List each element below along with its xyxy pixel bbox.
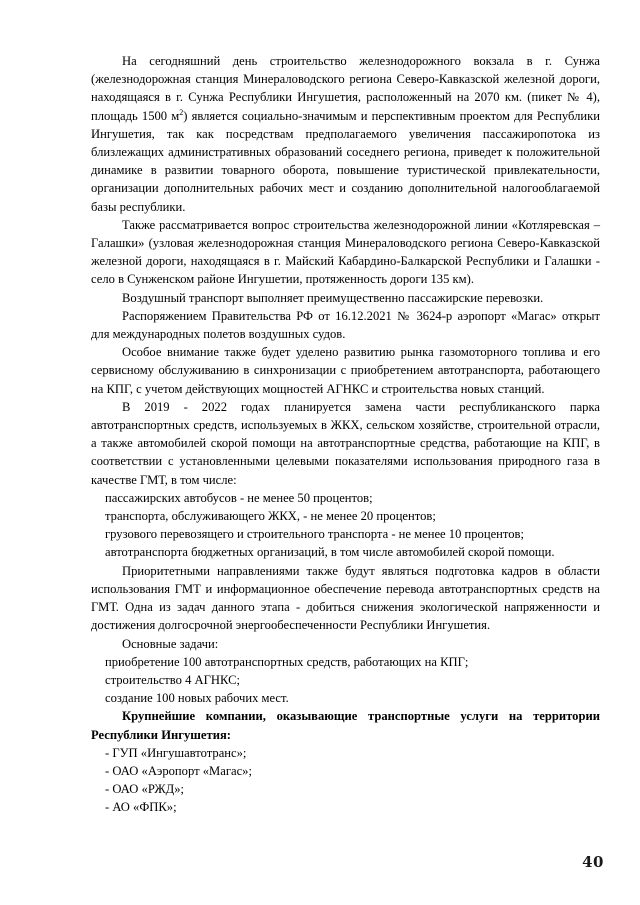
- list-item-gmt: транспорта, обслуживающего ЖКХ, - не менее 20 процентов;: [105, 509, 436, 524]
- list-item-task: приобретение 100 автотранспортных средств, работающих на КПГ;: [105, 654, 469, 669]
- heading-largest-companies: Крупнейшие компании, оказывающие транспортные услуги на территории Республики Ингушетия:: [91, 709, 600, 742]
- paragraph-railway-line: Также рассматривается вопрос строительства железнодорожной линии «Котляревская – Галашки» (узловая железнодорожная станция Минераловодского региона Северо-Кавказской железной дороги, находящаяся в г. Майский Кабардино-Балкарской Республики и Галашки - село в Сунженском районе Ингушетии, протяженность дороги 135 км).: [91, 217, 600, 287]
- paragraph-railway-station-part1: На сегодняшний день строительство железнодорожного вокзала в г. Сунжа (железнодорожная станция Минераловодского региона Северо-Кавказской железной дороги, находящаяся в г. Сунжа Республики Ингушетия, расположенный на 2070 км. (пикет № 4), площадь 1500 м: [91, 54, 600, 123]
- paragraph-air-transport: Воздушный транспорт выполняет преимущественно пассажирские перевозки.: [122, 290, 544, 305]
- list-item-gmt: грузового перевозящего и строительного транспорта - не менее 10 процентов;: [105, 527, 524, 542]
- list-item-company: - АО «ФПК»;: [105, 800, 177, 815]
- paragraph-railway-station: [91, 52, 600, 216]
- paragraph-gas-fuel: Особое внимание также будет уделено развитию рынка газомоторного топлива и его сервисному обслуживанию в синхронизации с приобретением автотранспорта, работающего на КПГ, с учетом действующих мощностей АГНКС и строительства новых станций.: [91, 345, 600, 396]
- list-item-task: строительство 4 АГНКС;: [105, 672, 241, 687]
- paragraph-main-tasks: Основные задачи:: [122, 636, 219, 651]
- list-item-task: создание 100 новых рабочих мест.: [105, 691, 289, 706]
- page-number: 40: [582, 853, 604, 871]
- paragraph-priorities: Приоритетными направлениями также будут являться подготовка кадров в области использования ГМТ и информационное обеспечение перевода автотранспортных средств на ГМТ. Одна из задач данного этапа - добиться снижения экологической напряженности и достижения долгосрочной энергообеспеченности Республики Ингушетия.: [91, 563, 600, 633]
- list-item-gmt: автотранспорта бюджетных организаций, в том числе автомобилей скорой помощи.: [105, 545, 555, 560]
- paragraph-fleet-replacement: В 2019 - 2022 годах планируется замена части республиканского парка автотранспортных средств, используемых в ЖКХ, сельском хозяйстве, строительной отрасли, а также автомобилей скорой помощи на автотранспортные средства, работающие на КПГ, в соответствии с установленными целевыми показателями использования природного газа в качестве ГМТ, в том числе:: [91, 399, 600, 487]
- list-item-gmt: пассажирских автобусов - не менее 50 процентов;: [105, 490, 373, 505]
- list-item-company: - ГУП «Ингушавтотранс»;: [105, 745, 247, 760]
- list-item-company: - ОАО «РЖД»;: [105, 782, 185, 797]
- document-body: [91, 52, 600, 817]
- superscript-squared: 2: [179, 107, 184, 117]
- list-item-company: - ОАО «Аэропорт «Магас»;: [105, 763, 252, 778]
- paragraph-railway-station-part2: ) является социально-значимым и перспективным проектом для Республики Ингушетия, так как посредствам предполагаемого увеличения пассажиропотока из близлежащих административных образований соседнего региона, приведет к положительной динамике в развитии товарного оборота, повышение туристической привлекательности, организации дополнительных рабочих мест и созданию дополнительной налогооблагаемой базы республики.: [91, 108, 600, 214]
- paragraph-airport-order: Распоряжением Правительства РФ от 16.12.2021 № 3624-р аэропорт «Магас» открыт для международных полетов воздушных судов.: [91, 308, 600, 342]
